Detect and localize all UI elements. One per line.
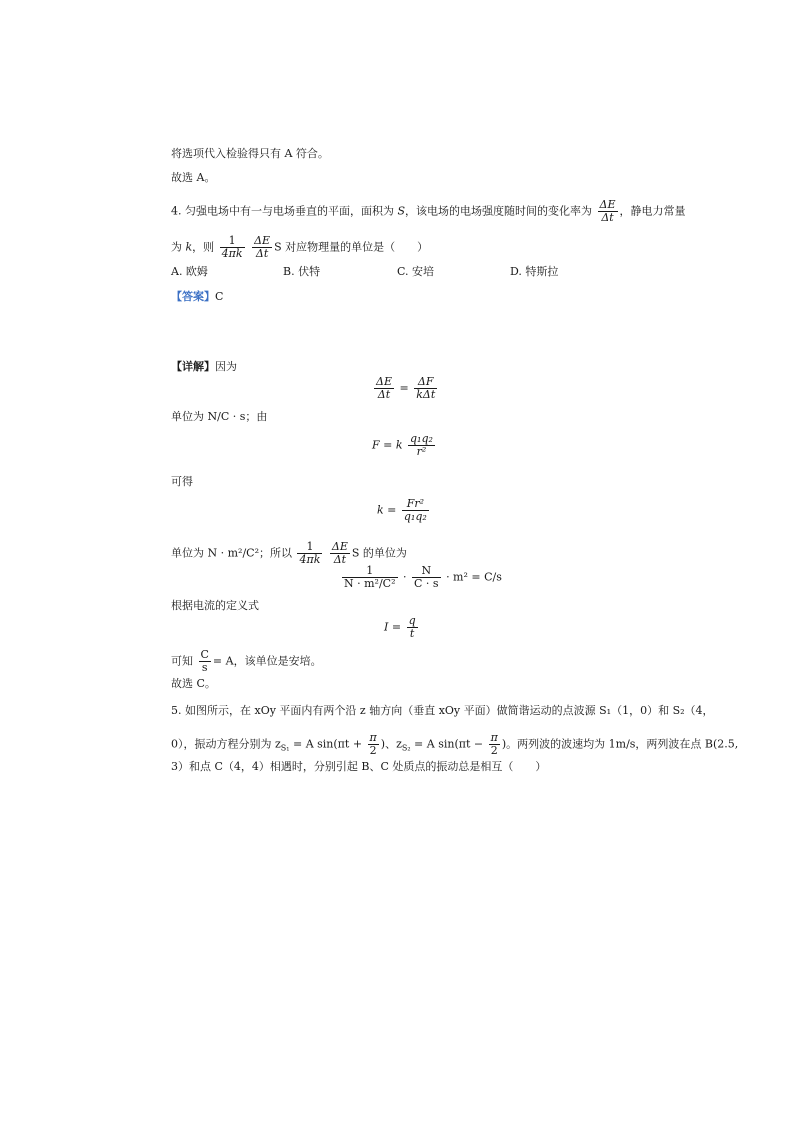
option-a: A. 欧姆 — [171, 265, 208, 278]
fraction-denominator: Δt — [255, 247, 269, 260]
fraction-numerator: 1 — [297, 541, 322, 554]
fraction-numerator: 1 — [342, 565, 398, 578]
text-line: 单位为 N/C · s；由 — [171, 410, 268, 423]
option-d: D. 特斯拉 — [510, 265, 559, 278]
detail-line — [171, 360, 237, 374]
fraction-numerator: C — [200, 648, 209, 661]
fraction-c-s — [199, 649, 211, 674]
fraction — [412, 565, 441, 590]
subscript: S₁ — [280, 743, 290, 753]
text-span: 为 — [171, 240, 186, 254]
fraction-denominator: 2 — [369, 744, 377, 757]
fraction-numerator: π — [490, 731, 498, 744]
text-span: S 对应物理量的单位是（ ） — [274, 240, 429, 254]
text-span: = A sin(πt − — [410, 737, 484, 751]
question-4-line-2 — [171, 235, 428, 260]
text-span: ，静电力常量 — [619, 204, 686, 218]
option-c: C. 安培 — [397, 265, 435, 278]
option-b: B. 伏特 — [283, 265, 321, 278]
text-span: = A sin(πt + — [289, 737, 363, 751]
equation-tail: · m² = C/s — [446, 570, 502, 584]
text-span: )、z — [380, 737, 402, 751]
text-line: 将选项代入检验得只有 A 符合。 — [171, 147, 329, 160]
fraction-denominator: C · s — [414, 577, 439, 590]
fraction — [408, 433, 435, 458]
text-span: 单位为 N · m²/C²；所以 — [171, 546, 292, 560]
fraction-denominator: 2 — [490, 744, 498, 757]
text-line: 故选 A。 — [171, 171, 216, 184]
fraction-de-dt — [252, 235, 272, 260]
equation-4 — [340, 565, 502, 590]
equation-3 — [377, 498, 431, 523]
text-span: S 的单位为 — [351, 546, 407, 560]
fraction-de-dt — [330, 541, 350, 566]
fraction-numerator: N — [412, 565, 441, 578]
fraction-numerator: ΔE — [376, 375, 392, 388]
fraction-numerator: 1 — [220, 235, 245, 248]
fraction — [407, 615, 418, 640]
fraction-numerator: ΔE — [599, 198, 616, 211]
text-span: 可知 — [171, 654, 193, 668]
equation-lhs: F = k — [372, 438, 403, 452]
fraction-numerator: π — [369, 731, 377, 744]
fraction-denominator: 4πk — [299, 553, 321, 566]
fraction-pi-2 — [489, 732, 500, 757]
answer-tag: 【答案】 — [171, 290, 215, 303]
equation-5 — [384, 615, 420, 640]
question-4-line-1 — [171, 199, 686, 224]
fraction-denominator: 4πk — [221, 247, 243, 260]
fraction-denominator: Δt — [601, 211, 614, 224]
fraction — [402, 498, 429, 523]
detail-text: 因为 — [215, 360, 237, 373]
fraction-denominator: kΔt — [416, 388, 436, 401]
fraction-denominator: q₁q₂ — [403, 510, 427, 523]
fraction-numerator: ΔF — [414, 376, 437, 389]
fraction — [374, 376, 394, 401]
equals-sign: = — [399, 381, 409, 395]
text-span: 0），振动方程分别为 z — [171, 737, 281, 751]
fraction-numerator: ΔE — [331, 540, 348, 553]
var-k: k — [185, 240, 193, 254]
text-span: )。两列波的波速均为 1m/s，两列波在点 B(2.5, — [501, 737, 739, 751]
equation-lhs: k = — [377, 503, 397, 517]
text-line: 故选 C。 — [171, 677, 216, 690]
var-s: S — [397, 204, 406, 218]
fraction-denominator: t — [409, 627, 415, 640]
fraction-de-dt — [598, 199, 618, 224]
fraction — [342, 565, 398, 590]
text-span: ，该电场的电场强度随时间的变化率为 — [405, 204, 593, 218]
fraction-denominator: N · m²/C² — [344, 577, 396, 590]
text-span: 4. 匀强电场中有一与电场垂直的平面，面积为 — [171, 204, 398, 218]
fraction-numerator: Fr² — [402, 498, 429, 511]
fraction-denominator: Δt — [333, 553, 347, 566]
text-line: 根据电流的定义式 — [171, 599, 259, 612]
fraction-pi-2 — [368, 732, 379, 757]
answer-value: C — [215, 290, 224, 303]
conclusion-line — [171, 649, 322, 674]
question-5-line-3: 3）和点 C（4，4）相遇时，分别引起 B、C 处质点的振动总是相互（ ） — [171, 760, 547, 773]
fraction — [414, 376, 437, 401]
question-5-line-1: 5. 如图所示，在 xOy 平面内有两个沿 z 轴方向（垂直 xOy 平面）做简谐运动的点波源 S₁（1，0）和 S₂（4， — [171, 704, 714, 717]
fraction-numerator: ΔE — [254, 234, 271, 247]
answer-line — [171, 290, 223, 304]
fraction-denominator: Δt — [377, 388, 391, 401]
text-span: ，则 — [192, 240, 215, 254]
fraction-denominator: r² — [416, 445, 427, 458]
text-line: 可得 — [171, 475, 193, 488]
fraction-1-4pik — [297, 541, 322, 566]
unit-line-2 — [171, 541, 407, 566]
fraction-numerator: q — [408, 614, 416, 627]
fraction-denominator: s — [201, 661, 208, 674]
equation-lhs: I = — [384, 620, 402, 634]
fraction-1-4pik — [220, 235, 245, 260]
text-span: = A，该单位是安培。 — [212, 654, 322, 668]
fraction-numerator: q₁q₂ — [410, 432, 433, 445]
equation-1 — [372, 376, 439, 401]
detail-tag: 【详解】 — [171, 360, 215, 373]
dot: · — [403, 570, 407, 584]
question-5-line-2 — [171, 732, 738, 757]
equation-2 — [372, 433, 437, 458]
subscript: S₂ — [401, 743, 411, 753]
